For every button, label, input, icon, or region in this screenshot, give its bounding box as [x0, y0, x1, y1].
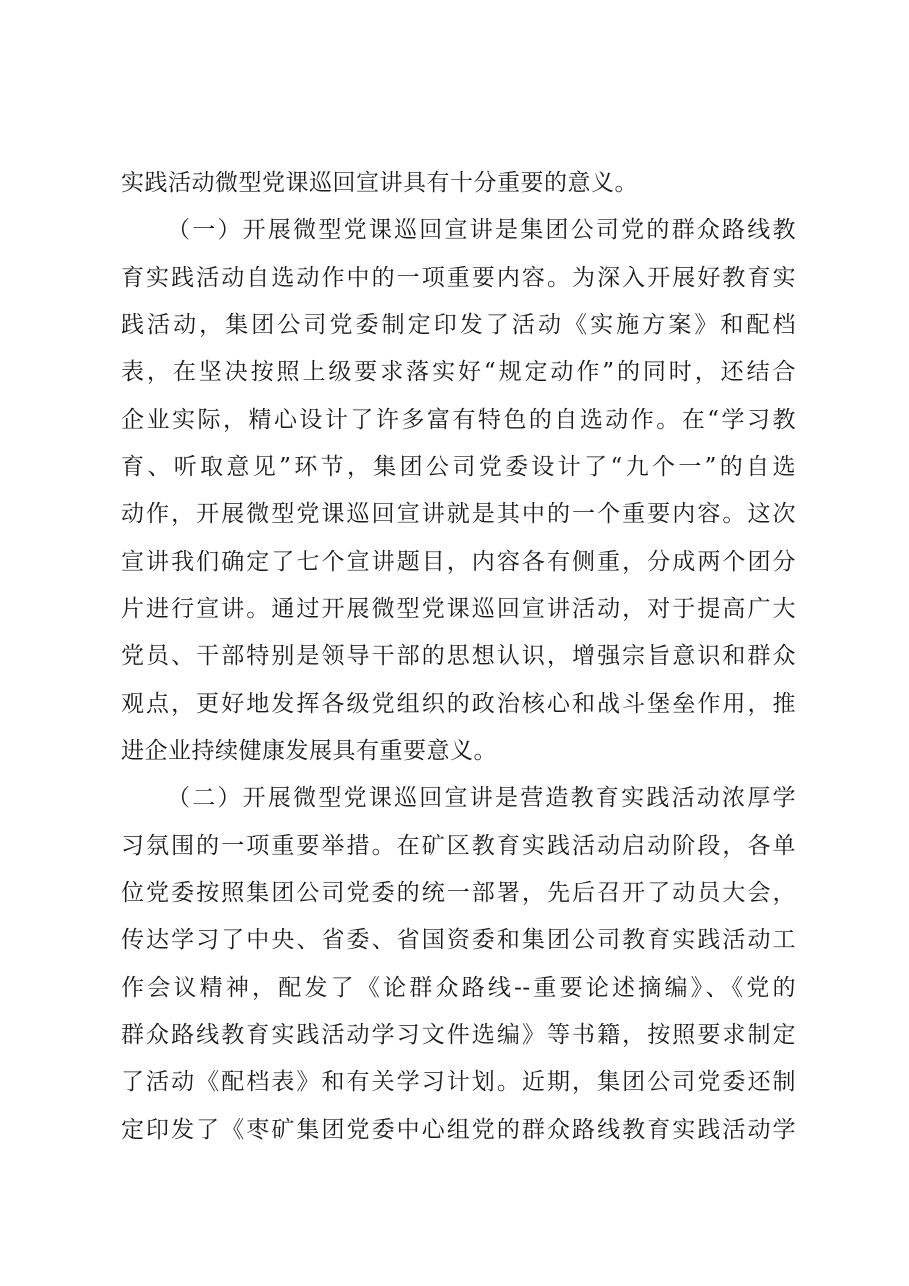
text-line: 育实践活动自选动作中的一项重要内容。为深入开展好教育实 [121, 265, 796, 291]
text-line: 进企业持续健康发展具有重要意义。 [121, 738, 497, 764]
text-line: 传达学习了中央、省委、省国资委和集团公司教育实践活动工 [121, 927, 796, 953]
paragraph-first-line: （一）开展微型党课巡回宣讲是集团公司党的群众路线教 [167, 217, 796, 243]
text-line: 位党委按照集团公司党委的统一部署，先后召开了动员大会， [121, 880, 796, 906]
text-line: 践活动，集团公司党委制定印发了活动《实施方案》和配档 [121, 312, 796, 338]
text-line: 育、听取意见”环节，集团公司党委设计了“九个一”的自选 [121, 454, 796, 480]
text-line: 作会议精神，配发了《论群众路线--重要论述摘编》、《党的 [121, 975, 796, 1001]
text-line: 企业实际，精心设计了许多富有特色的自选动作。在“学习教 [121, 407, 796, 433]
text-line: 实践活动微型党课巡回宣讲具有十分重要的意义。 [121, 170, 638, 196]
text-line: 观点，更好地发挥各级党组织的政治核心和战斗堡垒作用，推 [121, 691, 796, 717]
text-line: 动作，开展微型党课巡回宣讲就是其中的一个重要内容。这次 [121, 501, 796, 527]
text-line: 习氛围的一项重要举措。在矿区教育实践活动启动阶段，各单 [121, 833, 796, 859]
text-line: 片进行宣讲。通过开展微型党课巡回宣讲活动，对于提高广大 [121, 596, 796, 622]
text-line: 了活动《配档表》和有关学习计划。近期，集团公司党委还制 [121, 1069, 796, 1095]
text-line: 群众路线教育实践活动学习文件选编》等书籍，按照要求制定 [121, 1022, 796, 1048]
text-line: 定印发了《枣矿集团党委中心组党的群众路线教育实践活动学 [121, 1117, 796, 1143]
paragraph-first-line: （二）开展微型党课巡回宣讲是营造教育实践活动浓厚学 [167, 785, 796, 811]
text-line: 表，在坚决按照上级要求落实好“规定动作”的同时，还结合 [121, 359, 796, 385]
text-line: 宣讲我们确定了七个宣讲题目，内容各有侧重，分成两个团分 [121, 549, 796, 575]
text-line: 党员、干部特别是领导干部的思想认识，增强宗旨意识和群众 [121, 643, 796, 669]
